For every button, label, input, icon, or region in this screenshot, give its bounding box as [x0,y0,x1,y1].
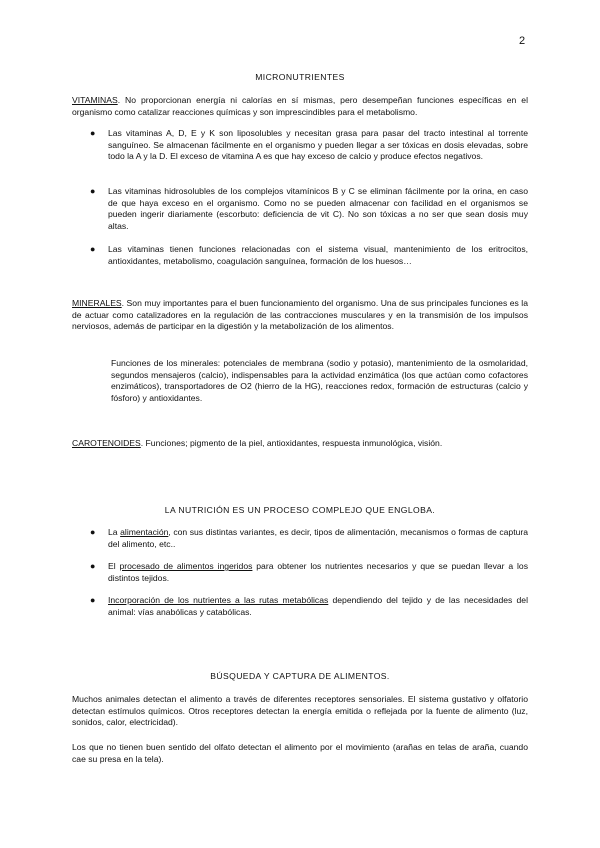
vitaminas-label: VITAMINAS [72,95,118,105]
bullet-icon: ● [90,186,96,196]
bullet-icon: ● [90,561,96,571]
bullet-icon: ● [90,527,96,537]
nutricion-list [88,527,528,550]
carotenoides-text: . Funciones; pigmento de la piel, antioxidantes, respuesta inmunológica, visión. [140,438,443,448]
nutricion-list [88,595,528,618]
list-item: ● La alimentación, con sus distintas variantes, es decir, tipos de alimentación, mecanismos o formas de captura del alimento, etc.. [90,527,528,549]
section-title-micronutrientes: MICRONUTRIENTES [255,72,345,82]
vitaminas-list [88,244,528,267]
list-item: ● Incorporación de los nutrientes a las rutas metabólicas dependiendo del tejido y de las necesidades del animal: vías anabólicas y catabólicas. [90,595,528,617]
nutricion-list [88,561,528,584]
bullet-icon: ● [90,244,96,254]
busqueda-paragraph-1: Muchos animales detectan el alimento a través de diferentes receptores sensoriales. El sistema gustativo y olfatorio detectan estímulos químicos. Otros receptores detectan la energía emitida o reflejada por la fuente de alimento (luz, sonidos, calor, electricidad). [72,694,528,728]
busqueda-paragraph-2: Los que no tienen buen sentido del olfato detectan el alimento por el movimiento (arañas en telas de araña, cuando cae su presa en la tela). [72,742,528,764]
list-item [88,244,528,267]
carotenoides-label: CAROTENOIDES [72,438,141,448]
incorporacion-term: Incorporación de los nutrientes a las rutas metabólicas [108,595,329,605]
list-item-text: Las vitaminas A, D, E y K son liposolubles y necesitan grasa para pasar del tracto intestinal al torrente sanguíneo. Se almacenan fácilmente en el organismo y pueden llegar a ser tóxicas en dosis elevadas, sobre todo la A y la D. El exceso de vitamina A es que hay exceso de calcio y produce efectos negativos. [108,128,528,162]
list-item-text: Las vitaminas hidrosolubles de los complejos vitamínicos B y C se eliminan fácilmente por la orina, en caso de que haya exceso en el organismo. Como no se pueden almacenar con facilidad en el organismos se pueden ingerir diariamente (escorbuto: deficiencia de vit C). No son tóxicas a no ser que sean dosis muy altas. [108,186,528,231]
minerales-text: . Son muy importantes para el buen funcionamiento del organismo. Una de sus principales funciones es la de actuar como catalizadores en la regulación de las contracciones musculares y en la transmisión de los impulsos nerviosos, además de participar en la digestión y la metabolización de los alimentos. [72,298,528,332]
carotenoides-paragraph [72,438,528,450]
list-item [88,128,528,163]
bullet-icon: ● [90,595,96,605]
list-item [88,186,528,232]
vitaminas-text: . No proporcionan energía ni calorías en sí mismas, pero desempeñan funciones específicas en el organismo como catalizar reacciones químicas y son imprescindibles para el metabolismo. [72,95,528,117]
page-number: 2 [519,35,526,47]
vitaminas-list [88,186,528,232]
alimentacion-term: alimentación [120,527,169,537]
procesado-term: procesado de alimentos ingeridos [119,561,253,571]
minerales-functions: Funciones de los minerales: potenciales de membrana (sodio y potasio), mantenimiento de la osmolaridad, segundos mensajeros (calcio), indispensables para la actividad enzimática (los que actúan como cofactores enzimáticos), transportadores de O2 (hierro de la HG), reacciones redox, formación de estructuras (calcio y fósforo) y antioxidantes. [111,358,528,403]
section-title-nutricion: LA NUTRICIÓN ES UN PROCESO COMPLEJO QUE ENGLOBA. [164,505,436,515]
minerales-paragraph [72,298,528,333]
section-title-busqueda: BÚSQUEDA Y CAPTURA DE ALIMENTOS. [210,671,390,681]
minerales-label: MINERALES [72,298,122,308]
vitaminas-list [88,128,528,163]
vitaminas-paragraph [72,95,528,118]
list-item-text: Las vitaminas tienen funciones relacionadas con el sistema visual, mantenimiento de los eritrocitos, antioxidantes, metabolismo, coagulación sanguínea, formación de los huesos… [108,244,528,266]
list-item: ● El procesado de alimentos ingeridos para obtener los nutrientes necesarios y que se puedan llevar a los distintos tejidos. [90,561,528,583]
bullet-icon: ● [90,128,96,138]
